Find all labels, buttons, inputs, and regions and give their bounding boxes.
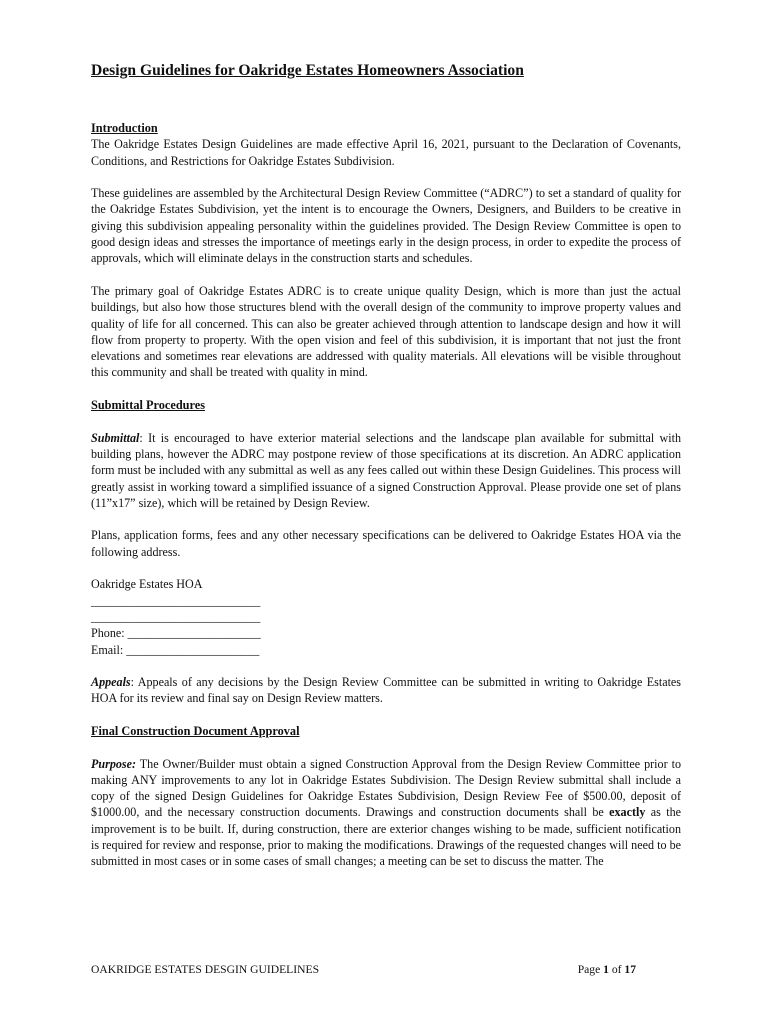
email-field: Email: ______________________ (91, 642, 260, 657)
introduction-paragraph-2: These guidelines are assembled by the Architectural Design Review Committee (“ADRC”) to set a standard of quality for the Oakridge Estates Subdivision, yet the intent is to encourage the Owners, Designers, and Builders to be creative in giving this subdivision appealing personality within the guidelines provided. The Design Review Committee is open to good design ideas and stresses the importance of meetings early in the design process, in order to expedite the process of approvals, which will eliminate delays in the construction starts and schedules. (91, 186, 681, 266)
page-word: Page (577, 963, 604, 976)
page-current: 1 (603, 963, 609, 976)
purpose-paragraph (91, 756, 681, 870)
appeals-paragraph (91, 674, 681, 707)
final-construction-heading: Final Construction Document Approval (91, 723, 300, 738)
document-title: Design Guidelines for Oakridge Estates Homeowners Association (91, 62, 524, 79)
submittal-paragraph (91, 430, 681, 511)
delivery-paragraph: Plans, application forms, fees and any other necessary specifications can be delivered to Oakridge Estates HOA via the following address. (91, 528, 681, 559)
introduction-paragraph-1: The Oakridge Estates Design Guidelines are made effective April 16, 2021, pursuant to the Declaration of Covenants, Conditions, and Restrictions for Oakridge Estates Subdivision. (91, 137, 681, 168)
hoa-address-name: Oakridge Estates HOA (91, 577, 203, 592)
page-of: of (608, 963, 625, 976)
introduction-heading: Introduction (91, 121, 158, 135)
submittal-label: Submittal (91, 430, 140, 445)
introduction-paragraph-3: The primary goal of Oakridge Estates ADRC is to create unique quality Design, which is more than just the actual buildings, but also how those structures blend with the overall design of the community to improve property values and quality of life for all concerned. This can also be greater achieved through attention to landscape design and how it will flow from property to property. With the open vision and feel of this subdivision, it is important that not just the front elevations and sometimes rear elevations are addressed with quality materials. All elevations will be visible throughout this community and shall be treated with quality in mind. (91, 283, 681, 380)
purpose-label: Purpose: (91, 756, 137, 771)
address-blank-line-1: ____________________________ (91, 593, 261, 608)
exactly-emphasis: exactly (609, 805, 646, 820)
page-number (578, 963, 636, 976)
document-body (91, 62, 681, 870)
purpose-text-1: The Owner/Builder must obtain a signed Construction Approval from the Design Review Committee prior to making ANY improvements to any lot in Oakridge Estates Subdivision. The Design Review submittal shall include a copy of the signed Design Guidelines for Oakridge Estates Subdivision, Design Review Fee of $500.00, deposit of $1000.00, and the necessary construction documents. Drawings and construction documents shall be (91, 756, 681, 820)
purpose-text-2: as the improvement is to be built. If, during construction, there are exterior changes wishing to be made, sufficient notification is required for review and response, prior to making the modifications. Drawings of the requested changes will need to be submitted in most cases or in some cases of small changes; a meeting can be set to discuss the matter. The (91, 805, 681, 869)
submittal-procedures-heading: Submittal Procedures (91, 398, 205, 413)
page-footer (91, 963, 636, 976)
phone-field: Phone: ______________________ (91, 626, 261, 641)
footer-document-name: OAKRIDGE ESTATES DESGIN GUIDELINES (91, 963, 320, 976)
submittal-text: : It is encouraged to have exterior material selections and the landscape plan available for submittal with building plans, however the ADRC may postpone review of those specifications at its discretion. An ADRC application form must be included with any submittal as well as any fees called out within these Design Guidelines. This process will greatly assist in working toward a simplified issuance of a signed Construction Approval. Please provide one set of plans (11”x17” size), which will be retained by Design Review. (91, 430, 681, 510)
address-blank-line-2: ____________________________ (91, 609, 261, 624)
appeals-text: : Appeals of any decisions by the Design Review Committee can be submitted in writing to Oakridge Estates HOA for its review and final say on Design Review matters. (91, 675, 681, 706)
page-total: 17 (624, 963, 636, 976)
appeals-label: Appeals (91, 675, 131, 690)
